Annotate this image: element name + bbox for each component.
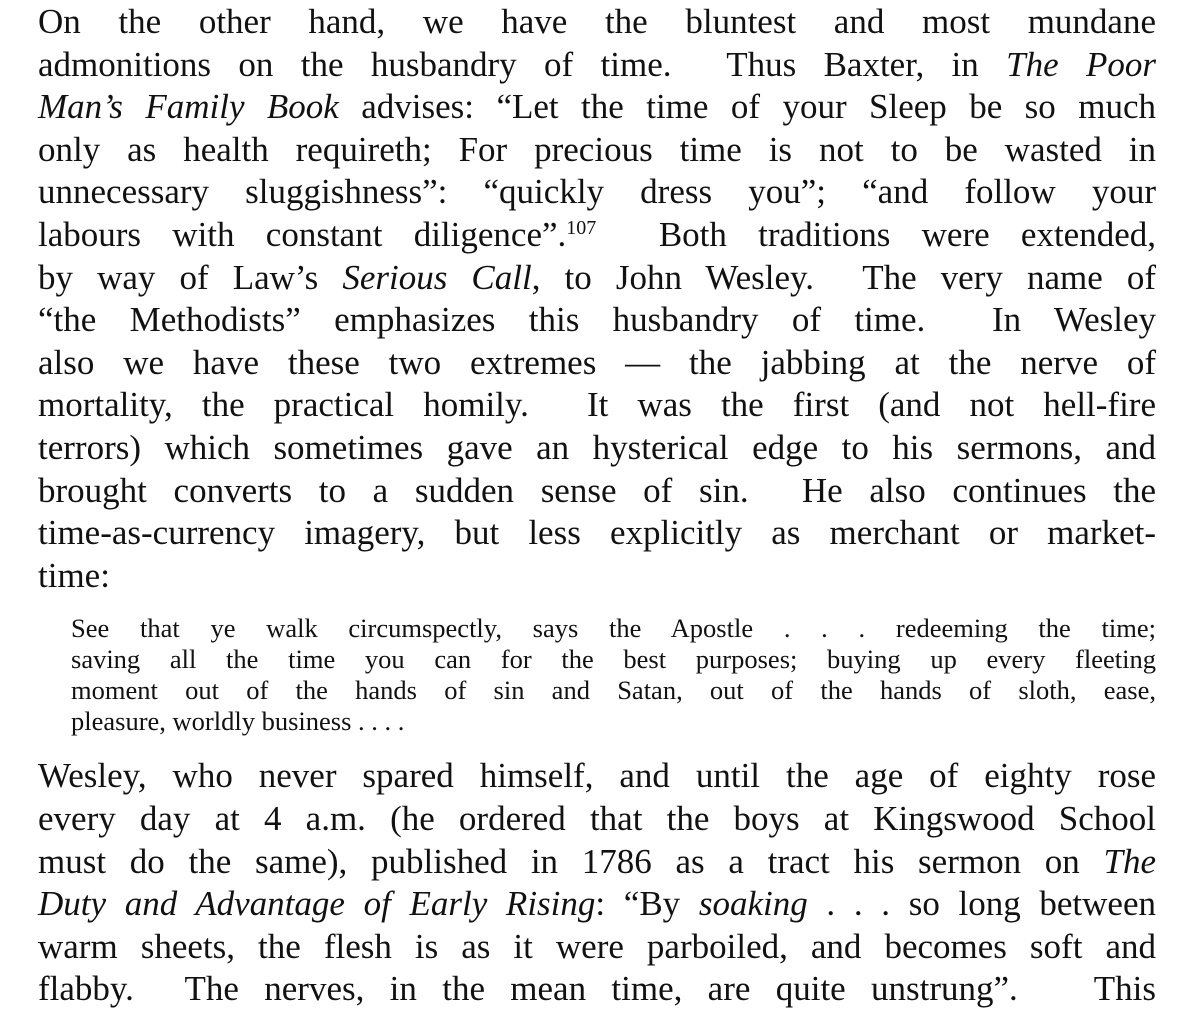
text-line: by way of Law’s Serious Call, to John Wesley. The very name of [38, 257, 1156, 297]
book-page [38, 0, 1156, 1021]
text-line: admonitions on the husbandry of time. Thus Baxter, in The Poor [38, 44, 1156, 84]
text-line: also we have these two extremes — the jabbing at the nerve of [38, 342, 1156, 382]
text-line: “the Methodists” emphasizes this husbandry of time. In Wesley [38, 300, 1156, 340]
text-line: unnecessary sluggishness”: “quickly dress you”; “and follow your [38, 172, 1156, 212]
book-title-serious-call: Serious Call [342, 257, 532, 297]
quotation-line: moment out of the hands of sin and Satan, out of the hands of sloth, ease, [71, 675, 1156, 706]
emphasis-soaking: soaking [698, 884, 808, 924]
text-line: mortality, the practical homily. It was the first (and not hell-fire [38, 385, 1156, 425]
text-line: Duty and Advantage of Early Rising: “By soaking . . . so long between [38, 884, 1157, 924]
text-line: labours with constant diligence”.$^{107}$ Both traditions were extended, [38, 214, 1156, 254]
quotation-line: saving all the time you can for the best purposes; buying up every fleeting [71, 644, 1156, 675]
paragraph-early-rising [38, 755, 1156, 1011]
sermon-title-cont: Duty and Advantage of Early Rising [38, 884, 596, 924]
book-title-poor-mans-family-book-cont: Man’s Family Book [38, 87, 339, 127]
text-line: time: [38, 555, 110, 595]
text-line: brought converts to a sudden sense of sin. He also continues the [38, 470, 1156, 510]
cropped-next-line [38, 1011, 1156, 1021]
book-title-poor-mans-family-book: The Poor [1006, 44, 1156, 84]
text-line: flabby. The nerves, in the mean time, are quite unstrung”. This [38, 969, 1156, 1009]
text-line: time-as-currency imagery, but less explicitly as merchant or market- [38, 513, 1156, 553]
block-quotation [38, 613, 1156, 737]
text-line: every day at 4 a.m. (he ordered that the boys at Kingswood School [38, 798, 1156, 838]
sermon-title: The [1103, 841, 1156, 881]
quotation-line: See that ye walk circumspectly, says the Apostle . . . redeeming the time; [71, 613, 1156, 644]
text-line: Wesley, who never spared himself, and until the age of eighty rose [38, 756, 1156, 796]
text-line: Man’s Family Book advises: “Let the time of your Sleep be so much [38, 87, 1156, 127]
paragraph-baxter-wesley [38, 0, 1156, 597]
text-line: only as health requireth; For precious time is not to be wasted in [38, 129, 1156, 169]
text-line: must do the same), published in 1786 as a tract his sermon on The [38, 841, 1156, 881]
footnote-marker: 107 [566, 216, 597, 239]
text-line-cropped [38, 1011, 1156, 1021]
text-line: On the other hand, we have the bluntest and most mundane [38, 2, 1156, 41]
quotation-line: pleasure, worldly business . . . . [71, 706, 405, 737]
text-line: warm sheets, the flesh is as it were parboiled, and becomes soft and [38, 926, 1156, 966]
text-line: terrors) which sometimes gave an hysterical edge to his sermons, and [38, 427, 1156, 467]
